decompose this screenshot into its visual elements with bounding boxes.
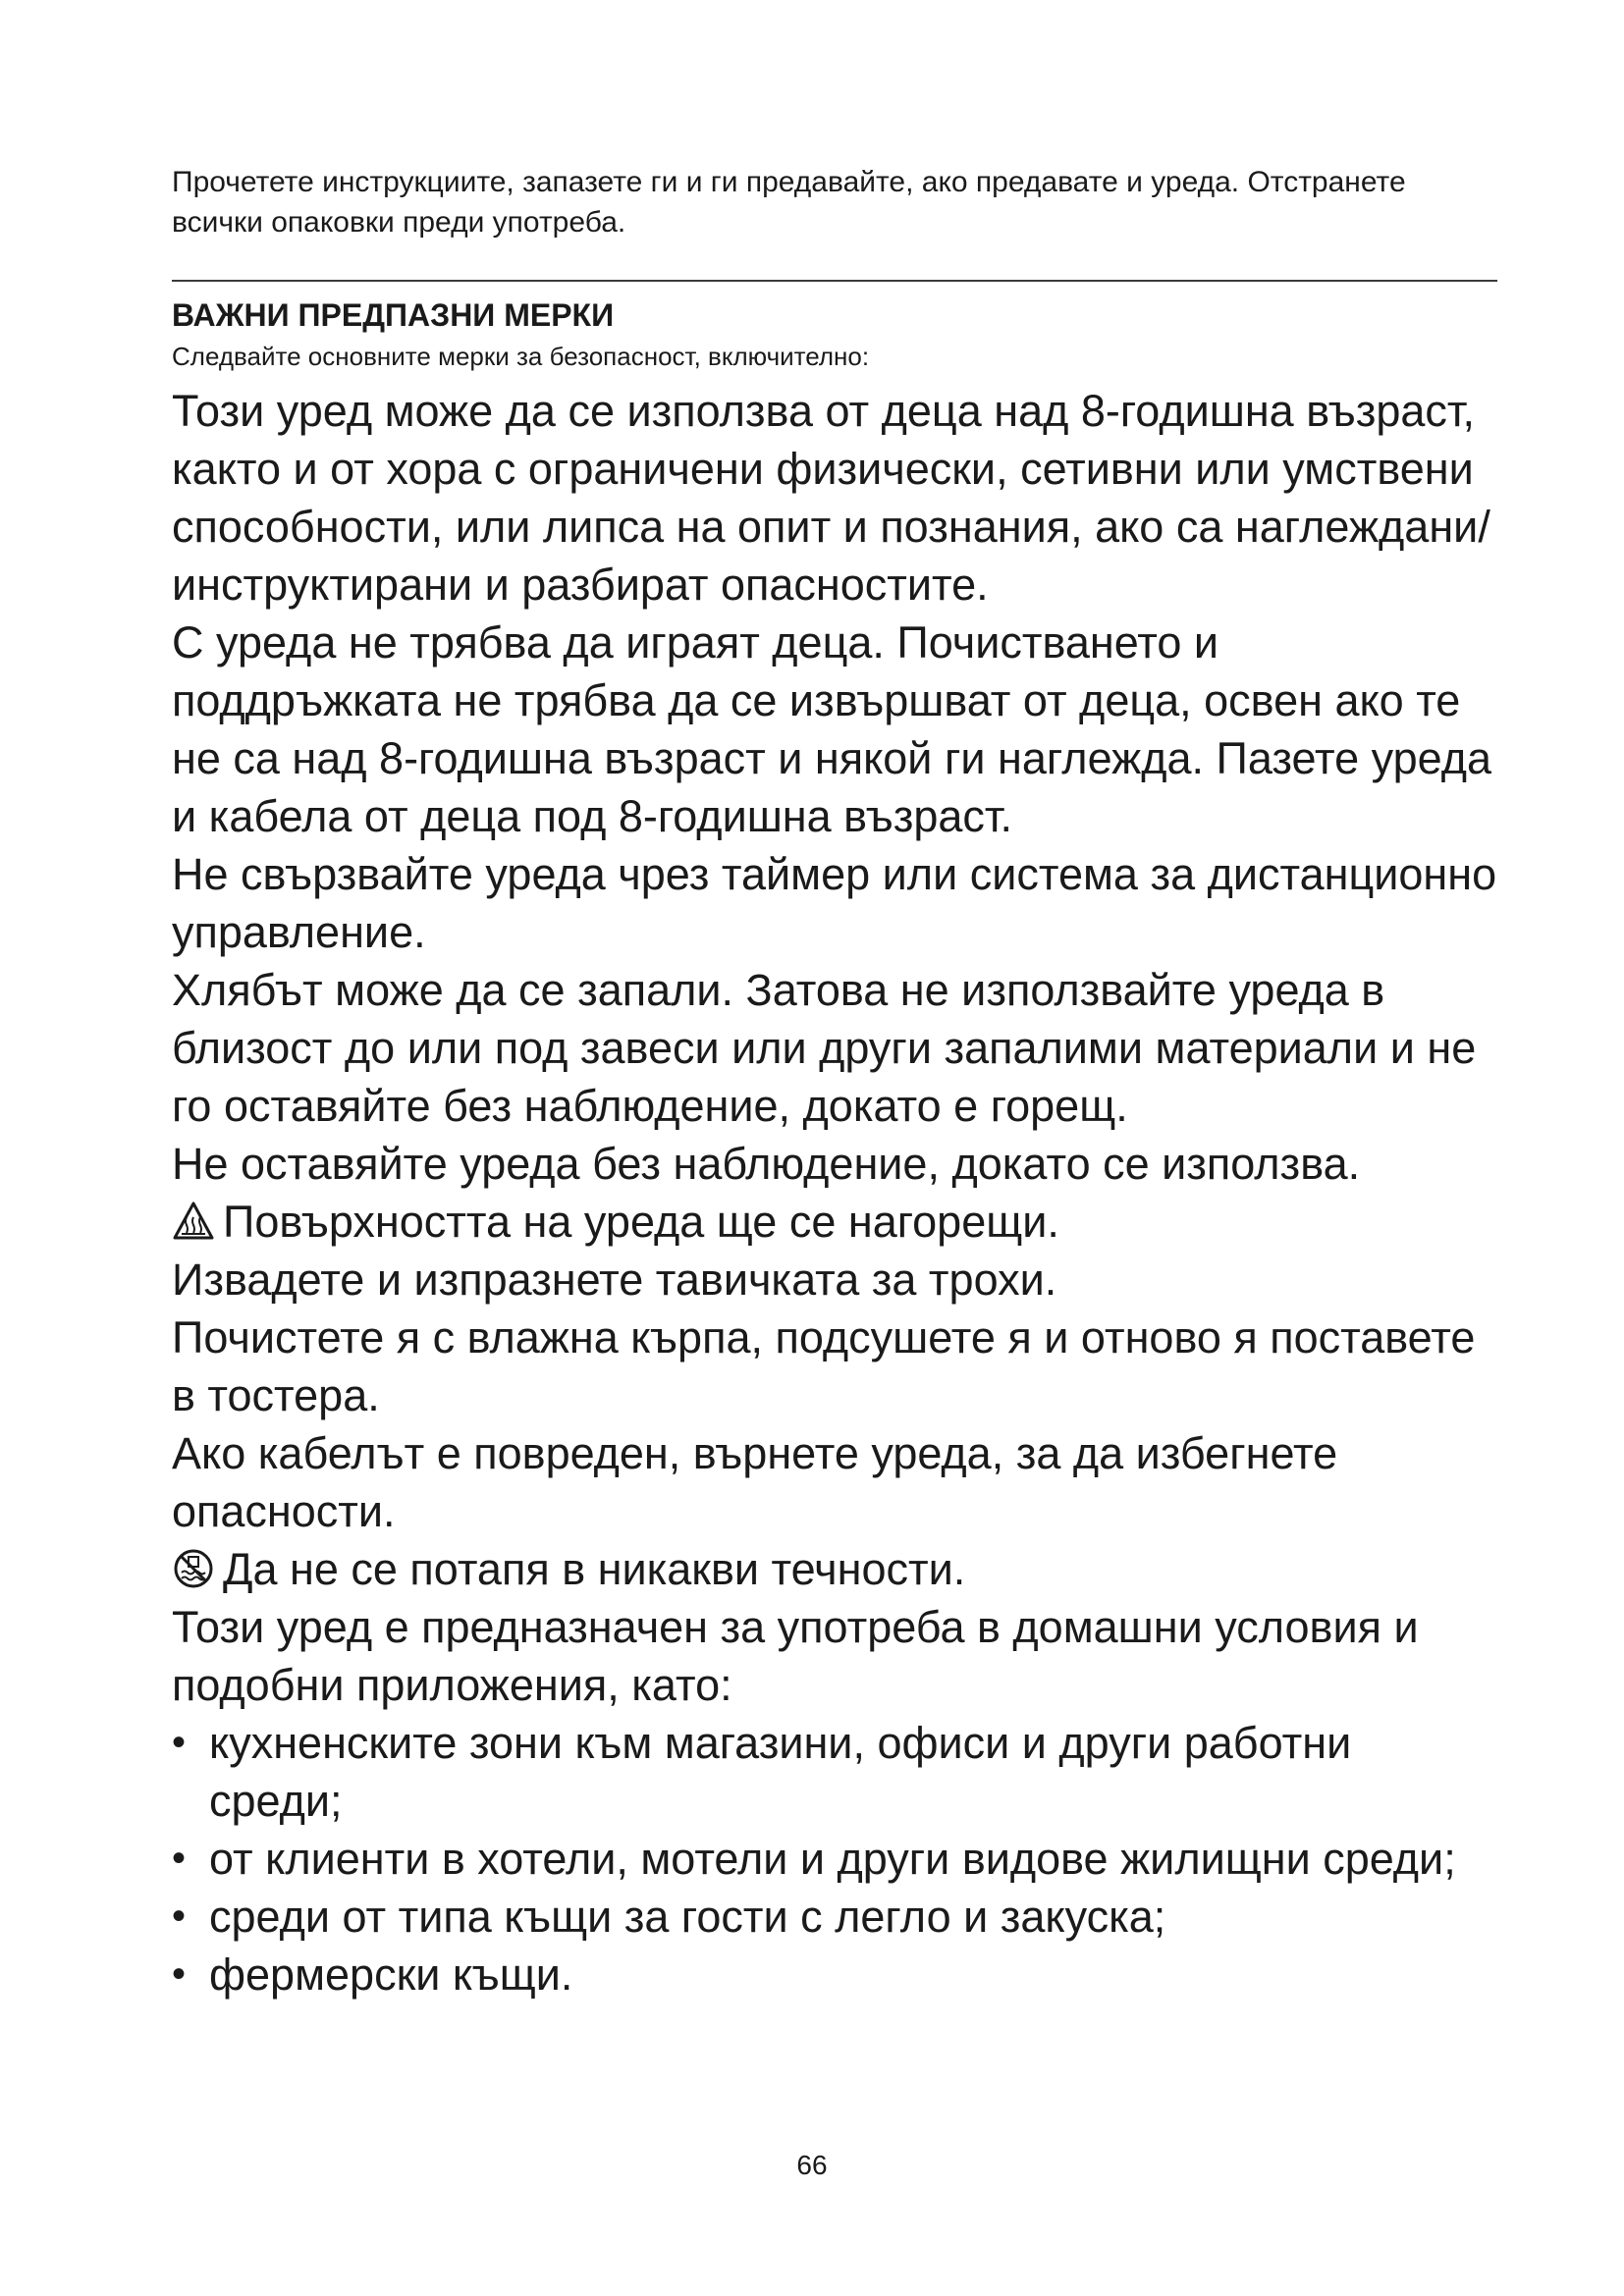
paragraph-unattended: Не оставяйте уреда без наблюдение, докато се използва. [172, 1139, 1361, 1189]
intended-use-list [172, 1714, 1497, 2003]
document-page [172, 162, 1497, 2003]
no-immersion-text: Да не се потапя в никакви течности. [223, 1544, 966, 1594]
section-subheading: Следвайте основните мерки за безопасност, включително: [172, 342, 870, 371]
paragraph-hot-surface [172, 1193, 1497, 1251]
bullet-glyph: • [172, 1721, 187, 1764]
paragraph-crumb-tray: Извадете и изпразнете тавичката за трохи. [172, 1255, 1057, 1305]
section-heading: ВАЖНИ ПРЕДПАЗНИ МЕРКИ [172, 297, 615, 333]
paragraph-timer: Не свързвайте уреда чрез таймер или система за дистанционно управление. [172, 849, 1497, 957]
paragraph-no-immersion [172, 1540, 1497, 1598]
bullet-glyph: • [172, 1952, 187, 1996]
paragraph-damaged-cable: Ако кабелът е повреден, върнете уреда, за да избегнете опасности. [172, 1428, 1338, 1536]
divider [172, 280, 1497, 282]
intro-text: Прочетете инструкциите, запазете ги и ги предавайте, ако предавате и уреда. Отстранете всички опаковки преди употреба. [172, 166, 1406, 239]
paragraph-children: С уреда не трябва да играят деца. Почистването и поддръжката не трябва да се извършват от деца, освен ако те не са над 8-годишна възраст и някой ги наглежда. Пазете уреда и кабела от деца под 8-годишна възраст. [172, 617, 1491, 841]
paragraph-supervision: Този уред може да се използва от деца над 8-годишна възраст, както и от хора с ограничени физически, сетивни или умствени способности, или липса на опит и познания, ако са наглеждани/инструктирани и разбират опасностите. [172, 386, 1490, 610]
bullet-glyph: • [172, 1895, 187, 1938]
no-immersion-icon [172, 1547, 215, 1590]
page-number: 66 [796, 2150, 828, 2180]
paragraph-clean-tray: Почистете я с влажна кърпа, подсушете я и отново я поставете в тостера. [172, 1312, 1476, 1420]
hot-surface-text: Повърхността на уреда ще се нагорещи. [223, 1197, 1059, 1247]
list-item: • от клиенти в хотели, мотели и други видове жилищни среди; [172, 1830, 1497, 1888]
list-item: • среди от типа къщи за гости с легло и закуска; [172, 1888, 1497, 1946]
hot-surface-warning-icon [172, 1200, 215, 1243]
safety-instructions [172, 382, 1497, 2003]
list-item: • кухненските зони към магазини, офиси и други работни среди; [172, 1714, 1497, 1830]
bullet-glyph: • [172, 1837, 187, 1880]
list-item: • фермерски къщи. [172, 1946, 1497, 2003]
paragraph-fire-risk: Хлябът може да се запали. Затова не използвайте уреда в близост до или под завеси или други запалими материали и не го оставяйте без наблюдение, докато е горещ. [172, 965, 1477, 1131]
paragraph-intended-use: Този уред е предназначен за употреба в домашни условия и подобни приложения, като: [172, 1602, 1419, 1710]
